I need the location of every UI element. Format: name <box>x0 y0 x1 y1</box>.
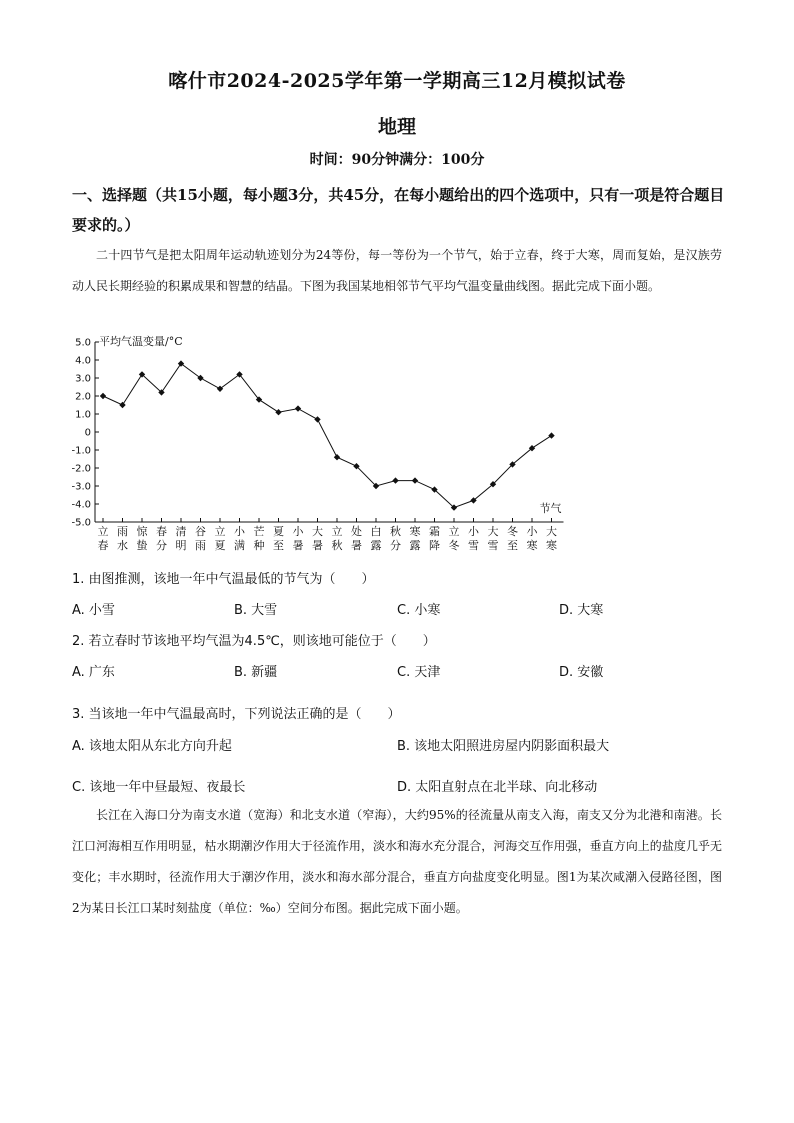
x-category-label: 暑 <box>351 539 362 552</box>
q2-option-b[interactable]: B. 新疆 <box>234 665 278 680</box>
question-1-stem: 1. 由图推测，该地一年中气温最低的节气为（ ） <box>72 572 375 587</box>
x-category-label: 小 <box>234 525 245 538</box>
y-tick-label: -3.0 <box>71 481 91 493</box>
x-category-label: 蛰 <box>136 539 148 552</box>
x-category-label: 春 <box>97 539 109 552</box>
x-category-label: 谷 <box>195 525 206 538</box>
x-category-label: 立 <box>331 525 343 538</box>
x-category-label: 白 <box>370 525 382 538</box>
x-category-label: 分 <box>390 539 401 552</box>
x-category-label: 大 <box>546 525 557 538</box>
y-tick-label: -2.0 <box>71 463 91 475</box>
q1-option-a[interactable]: A. 小雪 <box>72 603 115 618</box>
y-tick-label: -4.0 <box>71 499 91 511</box>
y-tick-label: -5.0 <box>71 517 91 529</box>
q2-option-c[interactable]: C. 天津 <box>397 665 441 680</box>
x-category-label: 露 <box>370 539 382 552</box>
series-line <box>103 364 552 508</box>
x-category-label: 暑 <box>292 539 304 552</box>
chart-series <box>100 360 555 510</box>
data-point <box>412 477 418 483</box>
y-tick-label: 0 <box>84 427 91 439</box>
q1-option-d[interactable]: D. 大寒 <box>559 603 604 618</box>
x-category-label: 至 <box>273 539 284 552</box>
data-point <box>119 402 125 408</box>
x-category-label: 雪 <box>468 539 479 552</box>
x-category-label: 清 <box>175 525 187 538</box>
x-category-label: 明 <box>175 539 187 552</box>
x-category-label: 满 <box>234 539 245 552</box>
data-point <box>392 477 398 483</box>
q3-option-c[interactable]: C. 该地一年中昼最短、夜最长 <box>72 780 246 795</box>
q2-option-a[interactable]: A. 广东 <box>72 665 115 680</box>
x-category-label: 露 <box>409 539 421 552</box>
x-category-label: 立 <box>214 525 226 538</box>
q3-option-a[interactable]: A. 该地太阳从东北方向升起 <box>72 739 232 754</box>
data-point <box>548 432 554 438</box>
y-tick-label: 1.0 <box>75 409 91 421</box>
x-category-label: 小 <box>292 525 304 538</box>
x-category-label: 立 <box>97 525 109 538</box>
x-category-label: 小 <box>526 525 538 538</box>
x-category-label: 雨 <box>195 539 206 552</box>
x-category-label: 冬 <box>507 525 518 538</box>
x-category-label: 寒 <box>546 539 557 552</box>
chart-axes <box>95 342 564 522</box>
x-category-label: 处 <box>351 525 362 538</box>
x-category-label: 至 <box>507 539 518 552</box>
y-tick-label: 2.0 <box>75 391 91 403</box>
q3-option-d[interactable]: D. 太阳直射点在北半球、向北移动 <box>397 780 598 795</box>
x-category-label: 小 <box>468 525 479 538</box>
q3-option-b[interactable]: B. 该地太阳照进房屋内阴影面积最大 <box>397 739 610 754</box>
question-2-stem: 2. 若立春时节该地平均气温为4.5℃，则该地可能位于（ ） <box>72 634 436 649</box>
x-category-label: 大 <box>312 525 323 538</box>
x-category-label: 夏 <box>273 525 284 538</box>
x-category-label: 雪 <box>487 539 499 552</box>
x-category-label: 春 <box>156 525 167 538</box>
x-category-label: 冬 <box>448 539 460 552</box>
x-category-label: 霜 <box>429 525 440 538</box>
q2-option-d[interactable]: D. 安徽 <box>559 665 604 680</box>
y-tick-label: 4.0 <box>75 355 91 367</box>
x-category-label: 秋 <box>390 525 401 538</box>
x-category-label: 寒 <box>526 539 538 552</box>
x-category-label: 秋 <box>331 539 343 552</box>
data-point <box>314 416 320 422</box>
subject-title: 地理 <box>377 116 416 138</box>
data-point <box>275 409 281 415</box>
chart-y-axis-label: 平均气温变量/°C <box>99 335 183 348</box>
data-point <box>334 454 340 460</box>
x-category-label: 惊 <box>136 525 148 538</box>
x-category-label: 夏 <box>214 539 226 552</box>
material-paragraph-1: 二十四节气是把太阳周年运动轨迹划分为24等份，每一等份为一个节气，始于立春，终于大寒，周而复始，是汉族劳动人民长期经验的积累成果和智慧的结晶。下图为我国某地相邻节气平均气温变量曲线图。据此完成下面小题。 <box>72 248 722 293</box>
section-heading: 一、选择题（共15小题，每小题3分，共45分，在每小题给出的四个选项中，只有一项是符合题目要求的。） <box>72 186 725 234</box>
x-category-label: 大 <box>487 525 499 538</box>
x-category-label: 水 <box>117 539 128 552</box>
data-point <box>100 393 106 399</box>
time-score-line: 时间：90分钟满分：100分 <box>309 152 485 168</box>
exam-title: 喀什市2024-2025学年第一学期高三12月模拟试卷 <box>168 70 626 92</box>
x-category-label: 立 <box>448 525 460 538</box>
x-category-label: 芒 <box>253 525 265 538</box>
chart-x-axis-label: 节气 <box>539 502 562 515</box>
y-tick-label: 3.0 <box>75 373 91 385</box>
data-point <box>295 405 301 411</box>
question-3-stem: 3. 当该地一年中气温最高时，下列说法正确的是（ ） <box>72 707 401 722</box>
x-category-label: 雨 <box>117 525 128 538</box>
material-paragraph-2: 长江在入海口分为南支水道（宽海）和北支水道（窄海），大约95%的径流量从南支入海，南支又分为北港和南港。长江口河海相互作用明显，枯水期潮汐作用大于径流作用，淡水和海水充分混合，河海交互作用强，垂直方向上的盐度几乎无变化；丰水期时，径流作用大于潮汐作用，淡水和海水部分混合，垂直方向盐度变化明显。图1为某次咸潮入侵路径图，图2为某日长江口某时刻盐度（单位：‰）空间分布图。据此完成下面小题。 <box>72 808 722 915</box>
q1-option-c[interactable]: C. 小寒 <box>397 603 441 618</box>
x-category-label: 分 <box>156 539 167 552</box>
y-tick-label: 5.0 <box>75 337 91 349</box>
y-tick-label: -1.0 <box>71 445 91 457</box>
x-category-label: 暑 <box>312 539 323 552</box>
q1-option-b[interactable]: B. 大雪 <box>234 603 278 618</box>
chart-x-categories <box>98 518 558 552</box>
x-category-label: 种 <box>253 539 265 552</box>
temperature-change-chart <box>60 330 580 560</box>
x-category-label: 降 <box>429 539 440 552</box>
x-category-label: 寒 <box>409 525 421 538</box>
